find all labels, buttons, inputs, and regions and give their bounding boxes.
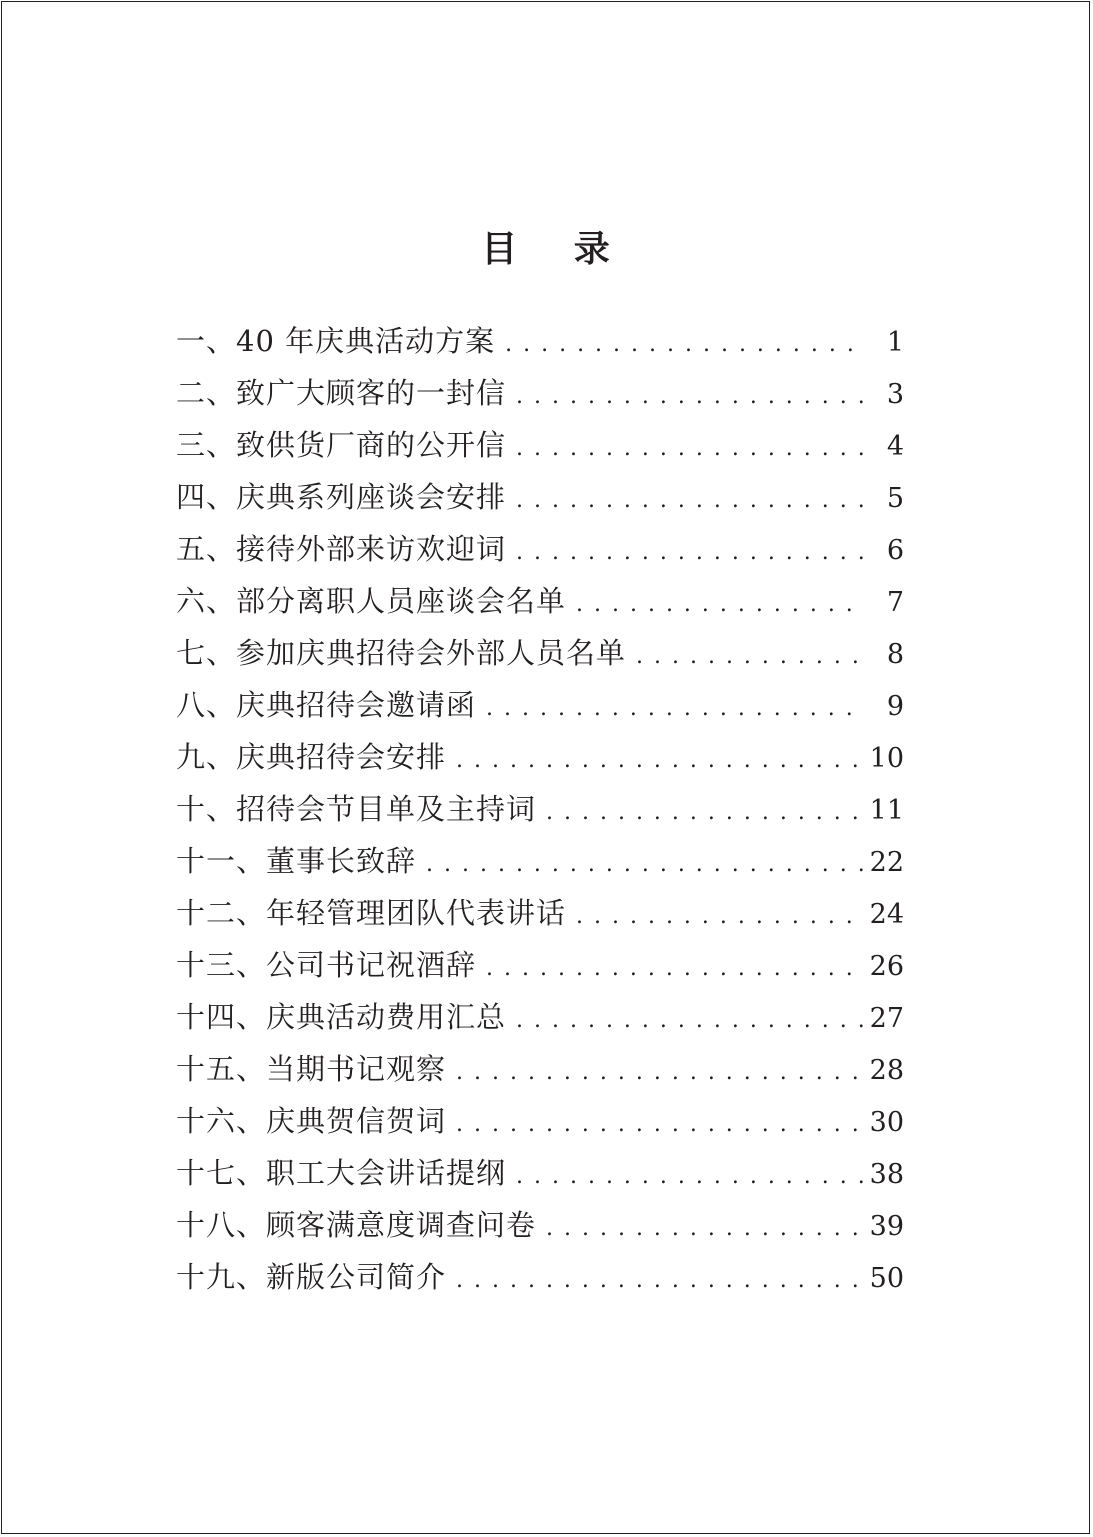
toc-entry-page: 1 [886, 327, 904, 358]
toc-entry[interactable] [176, 731, 904, 783]
toc-entry-page: 6 [886, 535, 904, 566]
toc-entry-page: 10 [869, 743, 904, 774]
toc-entry-label: 十五、当期书记观察 [176, 1052, 447, 1086]
toc-entry[interactable] [176, 1095, 904, 1147]
toc-entry-label: 五、接待外部来访欢迎词 [176, 532, 507, 566]
table-of-contents [176, 315, 904, 1303]
toc-leader-dots [576, 579, 864, 631]
toc-entry[interactable] [176, 1199, 904, 1251]
toc-entry-label: 九、庆典招待会安排 [176, 740, 447, 774]
toc-leader-dots [505, 319, 864, 371]
toc-entry-page: 8 [886, 639, 904, 670]
toc-entry-label: 十八、顾客满意度调查问卷 [176, 1208, 537, 1242]
toc-leader-dots [486, 943, 864, 995]
toc-leader-dots [516, 995, 864, 1047]
toc-entry[interactable] [176, 1251, 904, 1303]
toc-entry[interactable] [176, 523, 904, 575]
toc-entry-page: 27 [869, 1003, 904, 1034]
toc-leader-dots [546, 787, 864, 839]
toc-entry-page: 22 [869, 847, 904, 878]
toc-entry[interactable] [176, 887, 904, 939]
toc-entry[interactable] [176, 991, 904, 1043]
toc-entry-page: 7 [886, 587, 904, 618]
toc-leader-dots [516, 475, 864, 527]
document-page [1, 1, 1090, 1534]
toc-entry[interactable] [176, 575, 904, 627]
toc-entry-page: 5 [886, 483, 904, 514]
toc-leader-dots [486, 683, 864, 735]
toc-entry-page: 24 [869, 899, 904, 930]
toc-entry-page: 50 [869, 1263, 904, 1294]
toc-entry-label: 十七、职工大会讲话提纲 [176, 1156, 507, 1190]
toc-entry[interactable] [176, 471, 904, 523]
toc-entry-label: 十九、新版公司简介 [176, 1260, 447, 1294]
toc-entry-page: 9 [886, 691, 904, 722]
toc-entry-label: 二、致广大顾客的一封信 [176, 376, 507, 410]
toc-entry-page: 38 [869, 1159, 904, 1190]
toc-entry-page: 3 [886, 379, 904, 410]
toc-entry-label: 三、致供货厂商的公开信 [176, 428, 507, 462]
toc-entry[interactable] [176, 679, 904, 731]
toc-leader-dots [426, 839, 864, 891]
toc-entry-page: 28 [869, 1055, 904, 1086]
toc-entry-page: 11 [869, 795, 904, 826]
toc-leader-dots [456, 1255, 864, 1307]
toc-entry-page: 26 [869, 951, 904, 982]
toc-entry[interactable] [176, 835, 904, 887]
toc-entry[interactable] [176, 627, 904, 679]
toc-leader-dots [546, 1203, 864, 1255]
toc-entry-page: 30 [869, 1107, 904, 1138]
toc-entry-label: 十三、公司书记祝酒辞 [176, 948, 477, 982]
toc-entry-label: 四、庆典系列座谈会安排 [176, 480, 507, 514]
toc-entry[interactable] [176, 367, 904, 419]
toc-entry[interactable] [176, 315, 904, 367]
toc-entry-label: 八、庆典招待会邀请函 [176, 688, 477, 722]
toc-entry[interactable] [176, 1147, 904, 1199]
toc-leader-dots [576, 891, 864, 943]
toc-entry-label: 七、参加庆典招待会外部人员名单 [176, 636, 627, 670]
toc-entry-label: 十一、董事长致辞 [176, 844, 417, 878]
toc-entry[interactable] [176, 783, 904, 835]
toc-entry-label: 十二、年轻管理团队代表讲话 [176, 896, 567, 930]
toc-leader-dots [516, 527, 864, 579]
toc-leader-dots [456, 735, 864, 787]
toc-entry-label: 十六、庆典贺信贺词 [176, 1104, 447, 1138]
toc-leader-dots [516, 1151, 864, 1203]
toc-leader-dots [636, 631, 864, 683]
toc-leader-dots [456, 1047, 864, 1099]
toc-leader-dots [516, 423, 864, 475]
toc-entry[interactable] [176, 939, 904, 991]
toc-entry[interactable] [176, 1043, 904, 1095]
page-title: 目 录 [481, 229, 632, 270]
toc-leader-dots [516, 371, 864, 423]
toc-entry-label: 十四、庆典活动费用汇总 [176, 1000, 507, 1034]
toc-entry-page: 39 [869, 1211, 904, 1242]
toc-entry-label: 十、招待会节目单及主持词 [176, 792, 537, 826]
toc-entry-label: 一、40 年庆典活动方案 [176, 324, 496, 358]
toc-entry-page: 4 [886, 431, 904, 462]
toc-leader-dots [456, 1099, 864, 1151]
toc-entry-label: 六、部分离职人员座谈会名单 [176, 584, 567, 618]
toc-entry[interactable] [176, 419, 904, 471]
